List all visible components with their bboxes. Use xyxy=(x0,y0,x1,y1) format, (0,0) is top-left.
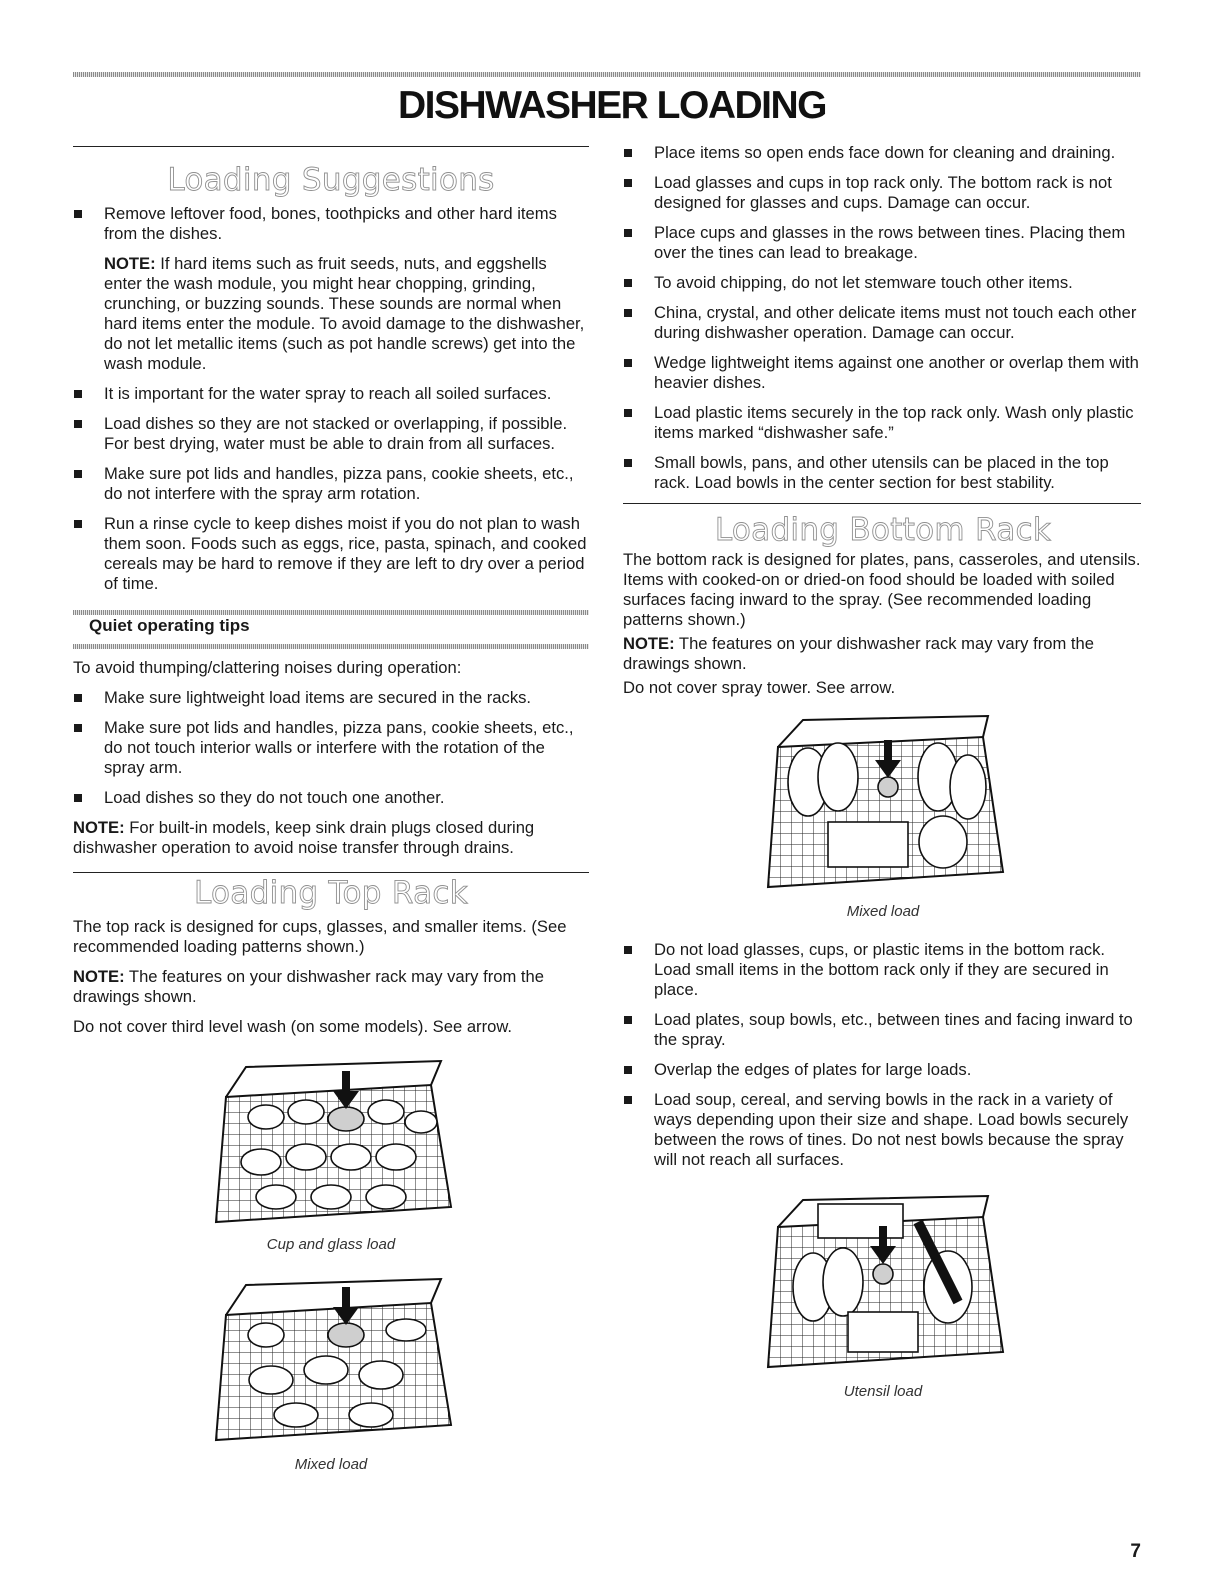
list-item: Remove leftover food, bones, toothpicks and other hard items from the dishes. xyxy=(73,204,589,244)
bottom-rack-rule xyxy=(623,503,1141,504)
bottom-rack-arrow-text: Do not cover spray tower. See arrow. xyxy=(623,678,896,697)
list-item: Make sure pot lids and handles, pizza pans, cookie sheets, etc., do not touch interior walls or interfere with the rotation of the spray arm. xyxy=(73,718,589,778)
list-item: Make sure lightweight load items are secured in the racks. xyxy=(73,688,589,708)
list-item: Load dishes so they do not touch one another. xyxy=(73,788,589,808)
bottom-rack-note: NOTE: The features on your dishwasher rack may vary from the drawings shown. xyxy=(623,634,1094,673)
page-number: 7 xyxy=(1130,1541,1141,1562)
list-item: Place cups and glasses in the rows between tines. Placing them over the tines can lead to breakage. xyxy=(623,223,1143,263)
list-item: China, crystal, and other delicate items must not touch each other during dishwasher operation. Damage can occur. xyxy=(623,303,1143,343)
list-item: Load plastic items securely in the top rack only. Wash only plastic items marked “dishwasher safe.” xyxy=(623,403,1143,443)
figure-caption: Mixed load xyxy=(294,1456,368,1473)
list-item: To avoid chipping, do not let stemware touch other items. xyxy=(623,273,1143,293)
bottom-rack-intro: The bottom rack is designed for plates, pans, casseroles, and utensils. Items with cooked-on or dried-on food should be loaded with soiled surfaces facing inward to the spray. (See recommended loading patterns shown.) xyxy=(623,550,1141,629)
list-item: It is important for the water spray to reach all soiled surfaces. xyxy=(73,384,589,404)
list-item: Place items so open ends face down for cleaning and draining. xyxy=(623,143,1143,163)
list-item: Do not load glasses, cups, or plastic items in the bottom rack. Load small items in the bottom rack only if they are secured in place. xyxy=(623,940,1143,1000)
quiet-tips-heading: Quiet operating tips xyxy=(89,616,250,635)
top-rack-cup-glass-figure xyxy=(206,1057,456,1235)
list-item: Wedge lightweight items against one another or overlap them with heavier dishes. xyxy=(623,353,1143,393)
list-item: Small bowls, pans, and other utensils can be placed in the top rack. Load bowls in the center section for best stability. xyxy=(623,453,1143,493)
bottom-mixed-rack-drawing xyxy=(758,712,1008,902)
top-rack-rule xyxy=(73,872,589,873)
loading-top-rack-heading: Loading Top Rack xyxy=(194,875,468,911)
quiet-tips-header xyxy=(73,604,589,650)
top-hatch-bar xyxy=(73,72,1141,77)
suggestions-note: NOTE: If hard items such as fruit seeds, nuts, and eggshells enter the wash module, you might hear chopping, grinding, crunching, or buzzing sounds. These sounds are normal when hard items enter the module. To avoid damage to the dishwasher, do not let metallic items (such as pot handle screws) get into the wash module. xyxy=(104,254,585,373)
quiet-tips-list xyxy=(73,688,589,808)
bottom-rack-utensil-figure xyxy=(758,1192,1008,1382)
list-item: Run a rinse cycle to keep dishes moist if you do not plan to wash them soon. Foods such as eggs, rice, pasta, spinach, and cooked cereals may be hard to remove if they are left to dry over a period of time. xyxy=(73,514,589,594)
top-rack-intro: The top rack is designed for cups, glasses, and smaller items. (See recommended loading patterns shown.) xyxy=(73,917,567,956)
list-item: Load dishes so they are not stacked or overlapping, if possible. For best drying, water must be able to drain from all surfaces. xyxy=(73,414,589,454)
list-item: Load plates, soup bowls, etc., between tines and facing inward to the spray. xyxy=(623,1010,1143,1050)
list-item: Load glasses and cups in top rack only. The bottom rack is not designed for glasses and cups. Damage can occur. xyxy=(623,173,1143,213)
figure-caption: Cup and glass load xyxy=(266,1236,396,1253)
figure-caption: Utensil load xyxy=(843,1383,923,1400)
loading-suggestions-heading: Loading Suggestions xyxy=(167,162,495,198)
list-item: Load soup, cereal, and serving bowls in the rack in a variety of ways depending upon their size and shape. Load bowls securely between the rows of tines. Do not nest bowls because the spray will not reach all surfaces. xyxy=(623,1090,1143,1170)
quiet-tips-intro: To avoid thumping/clattering noises during operation: xyxy=(73,658,462,677)
utensil-rack-drawing xyxy=(758,1192,1008,1382)
figure-caption: Mixed load xyxy=(846,903,920,920)
top-rack-note: NOTE: The features on your dishwasher rack may vary from the drawings shown. xyxy=(73,967,544,1006)
cup-glass-rack-drawing xyxy=(206,1057,456,1235)
loading-bottom-rack-heading: Loading Bottom Rack xyxy=(714,512,1052,548)
left-section-rule xyxy=(73,146,589,147)
top-mixed-rack-drawing xyxy=(206,1275,456,1455)
suggestions-list xyxy=(73,204,589,244)
page-title: DISHWASHER LOADING xyxy=(397,84,826,127)
quiet-tips-note: NOTE: For built-in models, keep sink drain plugs closed during dishwasher operation to avoid noise transfer through drains. xyxy=(73,818,535,857)
bottom-rack-bullets xyxy=(623,940,1143,1170)
top-rack-mixed-figure xyxy=(206,1275,456,1455)
right-column xyxy=(623,143,1143,1412)
suggestions-list-cont xyxy=(73,384,589,594)
top-rack-bullets xyxy=(623,143,1143,493)
list-item: Make sure pot lids and handles, pizza pans, cookie sheets, etc., do not interfere with the spray arm rotation. xyxy=(73,464,589,504)
bottom-rack-mixed-figure xyxy=(758,712,1008,902)
left-column xyxy=(73,156,589,1485)
list-item: Overlap the edges of plates for large loads. xyxy=(623,1060,1143,1080)
top-rack-arrow-text: Do not cover third level wash (on some models). See arrow. xyxy=(73,1017,513,1036)
